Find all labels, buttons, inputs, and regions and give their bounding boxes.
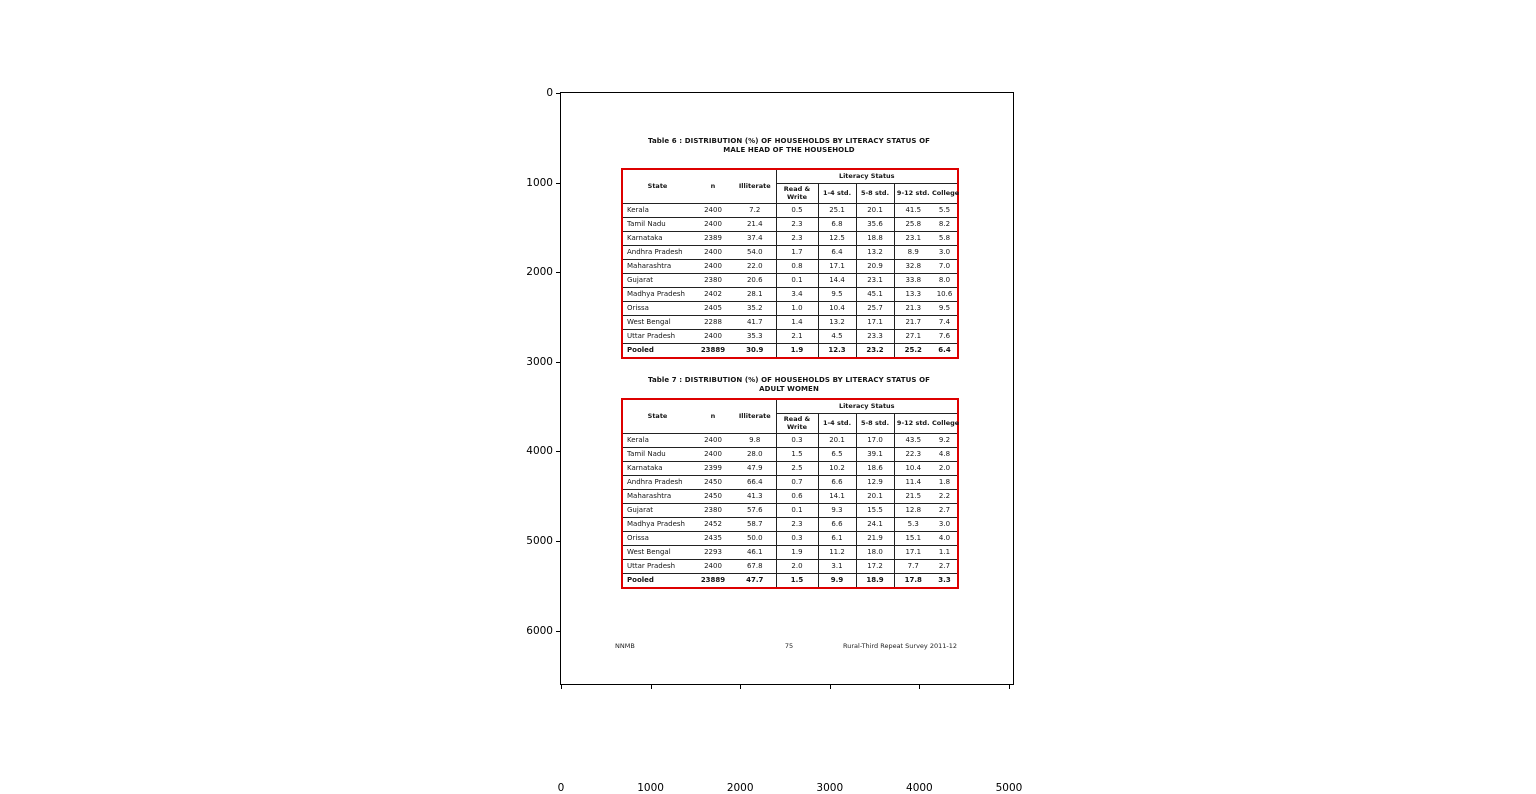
value-cell: 0.8 [776,260,818,274]
value-cell: 2.2 [932,490,958,504]
value-cell: 9.3 [818,504,856,518]
x-axis-tick-label: 5000 [995,782,1023,794]
value-cell: 4.8 [932,448,958,462]
footer-source-label: NNMB [615,642,635,650]
table-row [622,260,958,274]
value-cell: 23889 [692,344,734,359]
table-row [622,476,958,490]
value-cell: 0.1 [776,504,818,518]
state-cell: Gujarat [622,274,692,288]
x-axis-tick-mark [561,685,562,689]
value-cell: 54.0 [734,246,776,260]
value-cell: 2.3 [776,232,818,246]
value-cell: 4.0 [932,532,958,546]
value-cell: 13.2 [856,246,894,260]
state-cell: Pooled [622,574,692,589]
value-cell: 0.3 [776,434,818,448]
value-cell: 50.0 [734,532,776,546]
value-cell: 10.6 [932,288,958,302]
value-cell: 8.2 [932,218,958,232]
value-cell: 23.3 [856,330,894,344]
value-cell: 3.1 [818,560,856,574]
value-cell: 2402 [692,288,734,302]
x-axis-tick-label: 4000 [906,782,933,794]
value-cell: 20.9 [856,260,894,274]
value-cell: 41.3 [734,490,776,504]
pooled-row [622,574,958,589]
value-cell: 12.5 [818,232,856,246]
value-cell: 6.4 [932,344,958,359]
value-cell: 2.7 [932,560,958,574]
value-cell: 17.1 [856,316,894,330]
table-row [622,288,958,302]
value-cell: 15.5 [856,504,894,518]
x-axis-tick-label: 0 [557,782,565,794]
value-cell: 45.1 [856,288,894,302]
value-cell: 12.3 [818,344,856,359]
table-row [622,232,958,246]
value-cell: 67.8 [734,560,776,574]
state-cell: Maharashtra [622,260,692,274]
value-cell: 18.8 [856,232,894,246]
value-cell: 25.7 [856,302,894,316]
state-cell: Kerala [622,204,692,218]
value-cell: 7.7 [894,560,932,574]
x-axis-tick-mark [830,685,831,689]
value-cell: 2400 [692,448,734,462]
value-cell: 4.5 [818,330,856,344]
value-cell: 5.5 [932,204,958,218]
value-cell: 2.3 [776,218,818,232]
value-cell: 2452 [692,518,734,532]
table-row [622,518,958,532]
value-cell: 17.1 [894,546,932,560]
table-row [622,302,958,316]
value-cell: 13.2 [818,316,856,330]
pooled-row [622,344,958,359]
state-cell: West Bengal [622,546,692,560]
value-cell: 33.8 [894,274,932,288]
state-cell: Maharashtra [622,490,692,504]
value-cell: 3.0 [932,246,958,260]
column-header-state: State [647,411,668,420]
value-cell: 10.4 [818,302,856,316]
value-cell: 37.4 [734,232,776,246]
value-cell: 17.2 [856,560,894,574]
value-cell: 7.4 [932,316,958,330]
value-cell: 5.3 [894,518,932,532]
column-header: Read & Write [776,414,818,434]
column-header-n: n [710,411,716,420]
column-header: 5-8 std. [856,414,894,434]
value-cell: 0.5 [776,204,818,218]
y-axis-tick-mark [556,183,560,184]
state-cell: Karnataka [622,232,692,246]
column-header: College [932,188,960,197]
value-cell: 2.0 [932,462,958,476]
value-cell: 11.4 [894,476,932,490]
value-cell: 0.7 [776,476,818,490]
value-cell: 2450 [692,476,734,490]
plot-area [526,87,1023,794]
y-axis-tick-mark [556,541,560,542]
state-cell: Tamil Nadu [622,448,692,462]
state-cell: Andhra Pradesh [622,476,692,490]
value-cell: 35.2 [734,302,776,316]
value-cell: 2399 [692,462,734,476]
table-7-title-line1: Table 7 : DISTRIBUTION (%) OF HOUSEHOLDS BY LITERACY STATUS OF [647,376,931,384]
footer-survey-label: Rural-Third Repeat Survey 2011-12 [843,642,957,650]
value-cell: 25.2 [894,344,932,359]
column-header-illiterate: Illiterate [734,399,776,434]
column-header: 1-4 std. [818,184,856,204]
x-axis-tick-label: 3000 [816,782,844,794]
y-axis-tick-label: 3000 [526,355,553,368]
state-cell: Madhya Pradesh [622,518,692,532]
value-cell: 0.3 [776,532,818,546]
value-cell: 18.0 [856,546,894,560]
value-cell: 7.2 [734,204,776,218]
table-row [622,546,958,560]
state-cell: Andhra Pradesh [622,246,692,260]
state-cell: Tamil Nadu [622,218,692,232]
y-axis-tick-label: 4000 [526,445,553,458]
value-cell: 7.0 [932,260,958,274]
y-axis-tick-label: 2000 [526,266,553,279]
value-cell: 17.8 [894,574,932,589]
value-cell: 25.1 [818,204,856,218]
table-row [622,246,958,260]
column-header-illiterate: Illiterate [734,169,776,204]
value-cell: 21.3 [894,302,932,316]
value-cell: 2400 [692,218,734,232]
table-7-title [621,376,957,394]
value-cell: 6.6 [818,518,856,532]
value-cell: 1.9 [776,344,818,359]
table-6-title-line2: MALE HEAD OF THE HOUSEHOLD [723,146,855,154]
table-row [622,532,958,546]
value-cell: 1.4 [776,316,818,330]
y-axis-tick-label: 1000 [526,176,553,189]
value-cell: 27.1 [894,330,932,344]
value-cell: 6.1 [818,532,856,546]
table-row [622,274,958,288]
table-row [622,490,958,504]
value-cell: 2400 [692,434,734,448]
table-6-title-line1: Table 6 : DISTRIBUTION (%) OF HOUSEHOLDS BY LITERACY STATUS OF [647,137,931,145]
table-row [622,204,958,218]
value-cell: 1.5 [776,574,818,589]
value-cell: 1.7 [776,246,818,260]
value-cell: 11.2 [818,546,856,560]
value-cell: 20.1 [818,434,856,448]
value-cell: 6.5 [818,448,856,462]
value-cell: 28.0 [734,448,776,462]
value-cell: 2435 [692,532,734,546]
y-axis-tick-mark [556,272,560,273]
table-6-section [621,168,960,359]
value-cell: 6.4 [818,246,856,260]
x-axis-tick-label: 2000 [726,782,754,794]
state-cell: Orissa [622,302,692,316]
value-cell: 9.2 [932,434,958,448]
value-cell: 46.1 [734,546,776,560]
value-cell: 30.9 [734,344,776,359]
value-cell: 35.6 [856,218,894,232]
x-axis-tick-mark [1009,685,1010,689]
column-header: Read & Write [776,184,818,204]
value-cell: 1.9 [776,546,818,560]
value-cell: 2288 [692,316,734,330]
value-cell: 2380 [692,504,734,518]
value-cell: 66.4 [734,476,776,490]
column-header: College [932,418,960,427]
value-cell: 1.5 [776,448,818,462]
value-cell: 10.4 [894,462,932,476]
value-cell: 32.8 [894,260,932,274]
value-cell: 2.1 [776,330,818,344]
state-cell: Orissa [622,532,692,546]
value-cell: 41.5 [894,204,932,218]
value-cell: 8.0 [932,274,958,288]
value-cell: 20.1 [856,490,894,504]
y-axis-tick-mark [556,451,560,452]
value-cell: 9.5 [932,302,958,316]
state-cell: Karnataka [622,462,692,476]
value-cell: 14.4 [818,274,856,288]
value-cell: 3.0 [932,518,958,532]
value-cell: 7.6 [932,330,958,344]
literacy-table-male-head [621,168,959,359]
value-cell: 21.7 [894,316,932,330]
column-header: 9-12 std. [896,418,930,427]
value-cell: 2400 [692,330,734,344]
value-cell: 2.5 [776,462,818,476]
column-header: 1-4 std. [818,414,856,434]
value-cell: 23.2 [856,344,894,359]
value-cell: 47.9 [734,462,776,476]
value-cell: 2400 [692,204,734,218]
value-cell: 2.3 [776,518,818,532]
value-cell: 1.8 [932,476,958,490]
footer-page-number: 75 [784,642,794,650]
value-cell: 58.7 [734,518,776,532]
value-cell: 18.9 [856,574,894,589]
table-row [622,462,958,476]
value-cell: 41.7 [734,316,776,330]
value-cell: 2.7 [932,504,958,518]
column-header: 9-12 std. [896,188,930,197]
state-cell: Madhya Pradesh [622,288,692,302]
value-cell: 24.1 [856,518,894,532]
y-axis-tick-label: 0 [546,87,553,99]
state-cell: Uttar Pradesh [622,560,692,574]
table-row [622,448,958,462]
state-cell: West Bengal [622,316,692,330]
value-cell: 6.6 [818,476,856,490]
value-cell: 17.0 [856,434,894,448]
value-cell: 14.1 [818,490,856,504]
value-cell: 20.1 [856,204,894,218]
x-axis-tick-mark [919,685,920,689]
value-cell: 13.3 [894,288,932,302]
value-cell: 21.4 [734,218,776,232]
column-group-header: Literacy Status [776,399,958,414]
value-cell: 22.0 [734,260,776,274]
value-cell: 1.1 [932,546,958,560]
table-row [622,316,958,330]
value-cell: 15.1 [894,532,932,546]
value-cell: 25.8 [894,218,932,232]
value-cell: 22.3 [894,448,932,462]
table-7-section [621,398,960,589]
y-axis-tick-mark [556,362,560,363]
table-row [622,218,958,232]
literacy-table-adult-women [621,398,959,589]
value-cell: 2389 [692,232,734,246]
table-7-title-line2: ADULT WOMEN [759,385,819,393]
value-cell: 2400 [692,560,734,574]
value-cell: 17.1 [818,260,856,274]
x-axis-tick-mark [740,685,741,689]
value-cell: 0.6 [776,490,818,504]
value-cell: 1.0 [776,302,818,316]
value-cell: 9.5 [818,288,856,302]
x-axis-tick-label: 1000 [637,782,664,794]
y-axis-tick-mark [556,93,560,94]
value-cell: 20.6 [734,274,776,288]
table-row [622,504,958,518]
value-cell: 21.5 [894,490,932,504]
value-cell: 18.6 [856,462,894,476]
value-cell: 35.3 [734,330,776,344]
value-cell: 57.6 [734,504,776,518]
value-cell: 23889 [692,574,734,589]
column-header-state: State [647,181,668,190]
value-cell: 2450 [692,490,734,504]
value-cell: 2400 [692,246,734,260]
state-cell: Pooled [622,344,692,359]
y-axis-tick-label: 6000 [526,624,553,637]
state-cell: Kerala [622,434,692,448]
state-cell: Gujarat [622,504,692,518]
y-axis-tick-label: 5000 [526,535,553,547]
x-axis-tick-mark [651,685,652,689]
value-cell: 2380 [692,274,734,288]
value-cell: 2405 [692,302,734,316]
column-header-n: n [710,181,716,190]
value-cell: 9.9 [818,574,856,589]
value-cell: 43.5 [894,434,932,448]
table-row [622,330,958,344]
value-cell: 12.9 [856,476,894,490]
value-cell: 2293 [692,546,734,560]
value-cell: 39.1 [856,448,894,462]
value-cell: 8.9 [894,246,932,260]
value-cell: 6.8 [818,218,856,232]
document-page [615,93,960,684]
column-header: 5-8 std. [856,184,894,204]
value-cell: 28.1 [734,288,776,302]
value-cell: 0.1 [776,274,818,288]
value-cell: 2.0 [776,560,818,574]
value-cell: 23.1 [894,232,932,246]
state-cell: Uttar Pradesh [622,330,692,344]
table-row [622,434,958,448]
value-cell: 2400 [692,260,734,274]
value-cell: 10.2 [818,462,856,476]
value-cell: 12.8 [894,504,932,518]
value-cell: 23.1 [856,274,894,288]
value-cell: 3.4 [776,288,818,302]
table-row [622,560,958,574]
value-cell: 5.8 [932,232,958,246]
table-6-title [621,137,957,155]
value-cell: 3.3 [932,574,958,589]
value-cell: 9.8 [734,434,776,448]
column-group-header: Literacy Status [776,169,958,184]
value-cell: 21.9 [856,532,894,546]
value-cell: 47.7 [734,574,776,589]
y-axis-tick-mark [556,631,560,632]
